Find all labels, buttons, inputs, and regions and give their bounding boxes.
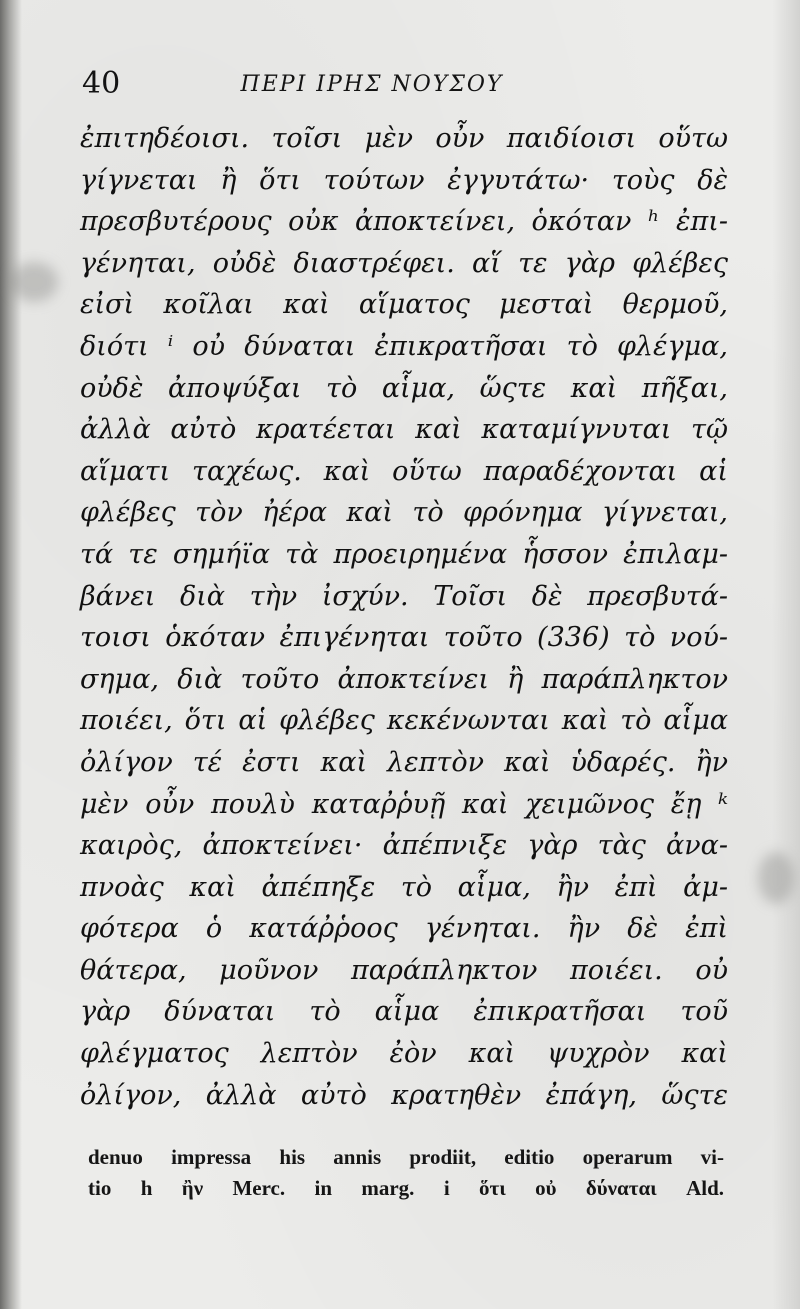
paper-stain <box>758 852 794 904</box>
greek-body-text <box>80 118 728 1116</box>
paper-stain <box>10 262 58 302</box>
text-line: φλέβες τὸν ἠέρα καὶ τὸ φρόνημα γίγνεται, <box>80 497 728 529</box>
page-number: 40 <box>82 66 121 101</box>
text-line: καιρὸς, ἀποκτείνει· ἀπέπνιξε γὰρ τὰς ἀνα- <box>80 830 728 862</box>
text-line: ποιέει, ὅτι αἱ φλέβες κεκένωνται καὶ τὸ αἷμα <box>80 705 728 737</box>
footnote-line: denuo impressa his annis prodiit, editio operarum vi- <box>88 1145 724 1169</box>
footnotes <box>88 1142 724 1204</box>
page-edge-shadow <box>772 0 800 1309</box>
text-line: γένηται, οὐδὲ διαστρέφει. αἵ τε γὰρ φλέβες <box>80 247 728 279</box>
text-line: εἰσὶ κοῖλαι καὶ αἵματος μεσταὶ θερμοῦ, <box>80 289 728 321</box>
text-line: σημα, διὰ τοῦτο ἀποκτείνει ἢ παράπληκτον <box>80 663 728 695</box>
page-gutter-shadow <box>0 0 22 1309</box>
text-line: ὀλίγον τέ ἐστι καὶ λεπτὸν καὶ ὑδαρές. ἢν <box>80 746 728 778</box>
text-line: οὐδὲ ἀποψύξαι τὸ αἷμα, ὥςτε καὶ πῆξαι, <box>80 372 728 404</box>
text-line: ἀλλὰ αὐτὸ κρατέεται καὶ καταμίγνυται τῷ <box>80 414 728 446</box>
text-line: πρεσβυτέρους οὐκ ἀποκτείνει, ὁκόταν ʰ ἐπι- <box>80 206 728 238</box>
text-line: τά τε σημήϊα τὰ προειρημένα ἧσσον ἐπιλαμ- <box>80 538 728 570</box>
text-line: φότερα ὁ κατάῤῥοος γένηται. ἢν δὲ ἐπὶ <box>80 913 728 945</box>
text-line: αἵματι ταχέως. καὶ οὕτω παραδέχονται αἱ <box>80 455 728 487</box>
text-line: γίγνεται ἢ ὅτι τούτων ἐγγυτάτω· τοὺς δὲ <box>80 164 728 196</box>
text-line: διότι ⁱ οὐ δύναται ἐπικρατῆσαι τὸ φλέγμα, <box>80 330 728 362</box>
text-line: μὲν οὖν πουλὺ καταῤῥυῇ καὶ χειμῶνος ἔῃ ᵏ <box>80 788 728 820</box>
running-head: ΠΕΡΙ ΙΡΗΣ ΝΟΥΣΟΥ <box>240 72 504 97</box>
text-line: τοισι ὁκόταν ἐπιγένηται τοῦτο (336) τὸ νού- <box>80 622 728 654</box>
text-line: θάτερα, μοῦνον παράπληκτον ποιέει. οὐ <box>80 954 728 986</box>
text-line: γὰρ δύναται τὸ αἷμα ἐπικρατῆσαι τοῦ <box>80 996 728 1028</box>
text-line: ὀλίγον, ἀλλὰ αὐτὸ κρατηθὲν ἐπάγη, ὥςτε <box>80 1079 728 1111</box>
text-line: βάνει διὰ τὴν ἰσχύν. Τοῖσι δὲ πρεσβυτά- <box>80 580 728 612</box>
text-line: ἐπιτηδέοισι. τοῖσι μὲν οὖν παιδίοισι οὕτω <box>80 123 728 154</box>
text-line: πνοὰς καὶ ἀπέπηξε τὸ αἷμα, ἢν ἐπὶ ἀμ- <box>80 871 728 903</box>
footnote-line: tio h ἢν Merc. in marg. i ὅτι οὐ δύναται Ald. <box>88 1176 724 1200</box>
text-line: φλέγματος λεπτὸν ἐὸν καὶ ψυχρὸν καὶ <box>80 1038 728 1070</box>
page-header <box>82 64 722 104</box>
